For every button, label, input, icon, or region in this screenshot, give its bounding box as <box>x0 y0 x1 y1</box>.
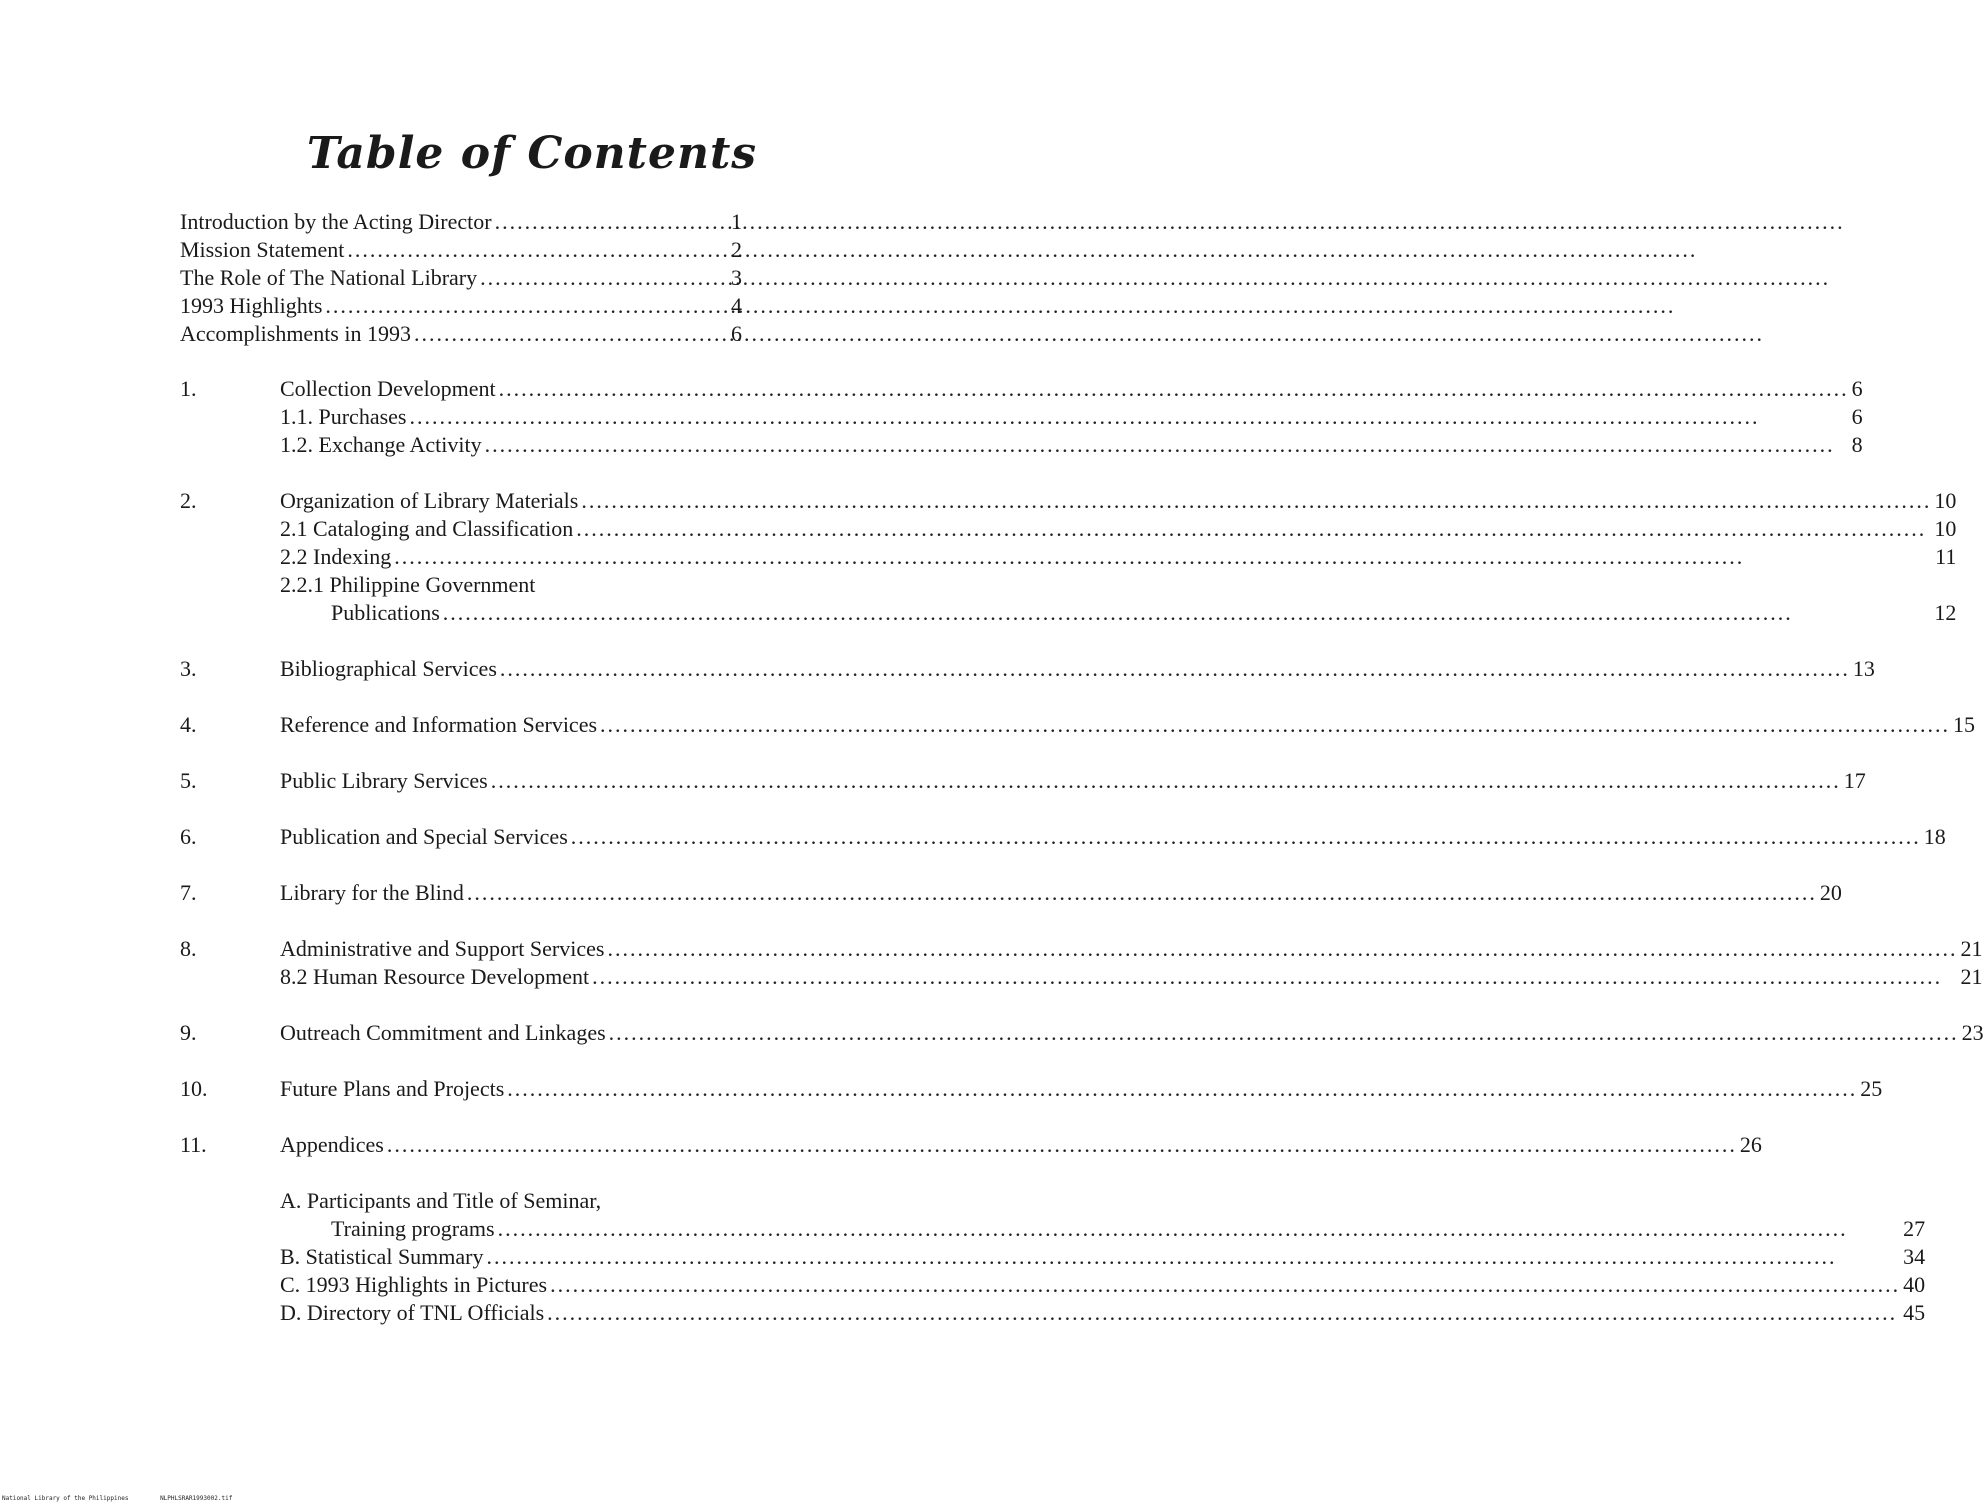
dot-leader <box>600 711 1950 739</box>
dot-leader <box>571 823 1921 851</box>
toc-section-3 <box>180 655 1875 683</box>
footer-filename: NLPHLSRAR1993002.tif <box>160 1495 233 1502</box>
toc-entry[interactable] <box>280 1131 1762 1159</box>
section-number: 4. <box>180 712 197 737</box>
toc-entry-label: Accomplishments in 1993 <box>180 321 411 346</box>
dot-leader <box>467 879 1817 907</box>
toc-entry-page: 6 <box>1851 376 1863 401</box>
toc-entry-page: 18 <box>1923 824 1946 849</box>
toc-entry-label: B. Statistical Summary <box>280 1244 484 1269</box>
toc-entry[interactable] <box>280 1271 1925 1299</box>
dot-leader <box>347 236 728 264</box>
table-of-contents <box>180 208 1984 1327</box>
section-number: 7. <box>180 880 197 905</box>
section-number: 9. <box>180 1020 197 1045</box>
toc-entry-page: 25 <box>1860 1076 1883 1101</box>
toc-entry-label: Appendices <box>280 1132 384 1157</box>
toc-entry[interactable] <box>280 599 1956 627</box>
toc-entry-page: 8 <box>1851 432 1863 457</box>
toc-entry-page: 17 <box>1843 768 1866 793</box>
toc-entry-label: 2.2 Indexing <box>280 544 392 569</box>
toc-entry-label: 2.1 Cataloging and Classification <box>280 516 574 541</box>
toc-entry-page: 15 <box>1953 712 1976 737</box>
toc-entry[interactable] <box>280 487 1956 515</box>
toc-entry[interactable] <box>280 1243 1925 1271</box>
toc-entry[interactable] <box>180 264 742 292</box>
toc-entry-label: C. 1993 Highlights in Pictures <box>280 1272 548 1297</box>
toc-entry[interactable] <box>180 236 742 264</box>
toc-entry-page: 34 <box>1903 1244 1926 1269</box>
toc-entry-page: 10 <box>1934 488 1957 513</box>
toc-entry-label: Future Plans and Projects <box>280 1076 505 1101</box>
toc-entry[interactable] <box>280 431 1863 459</box>
toc-entry[interactable] <box>280 655 1875 683</box>
toc-entry-label: Publications <box>331 600 440 625</box>
dot-leader <box>507 1075 1857 1103</box>
toc-entry[interactable] <box>280 879 1842 907</box>
toc-entry-label: 1.2. Exchange Activity <box>280 432 482 457</box>
toc-entry-label: Reference and Information Services <box>280 712 598 737</box>
toc-entry-label-line1: 2.2.1 Philippine Government <box>280 572 536 597</box>
toc-entry-label: Introduction by the Acting Director <box>180 209 492 234</box>
toc-entry[interactable] <box>280 935 1982 963</box>
toc-entry-page: 20 <box>1819 880 1842 905</box>
toc-section-6 <box>180 823 1946 851</box>
dot-leader <box>500 655 1850 683</box>
dot-leader <box>499 375 1849 403</box>
toc-entry-label: Library for the Blind <box>280 880 464 905</box>
toc-section-4 <box>180 711 1976 739</box>
dot-leader <box>581 487 1931 515</box>
toc-entry-page: 26 <box>1739 1132 1762 1157</box>
footer-source: National Library of the Philippines <box>2 1495 129 1502</box>
dot-leader <box>387 1131 1737 1159</box>
toc-section-10 <box>180 1075 1883 1103</box>
section-number: 8. <box>180 936 197 961</box>
dot-leader <box>491 767 1841 795</box>
toc-entry[interactable] <box>280 375 1863 403</box>
scan-footer <box>2 1495 260 1502</box>
section-number: 2. <box>180 488 197 513</box>
toc-entry-page: 2 <box>731 237 742 262</box>
toc-entry-label: Bibliographical Services <box>280 656 497 681</box>
dot-leader <box>550 1271 1900 1299</box>
toc-entry[interactable] <box>180 292 742 320</box>
toc-entry-label: Training programs <box>331 1216 495 1241</box>
toc-entry[interactable] <box>280 767 1866 795</box>
toc-entry-label: Administrative and Support Services <box>280 936 605 961</box>
dot-leader <box>487 1243 1901 1271</box>
dot-leader <box>607 935 1957 963</box>
toc-entry[interactable] <box>280 1299 1925 1327</box>
toc-entry-page: 27 <box>1903 1216 1926 1241</box>
toc-entry-label: D. Directory of TNL Officials <box>280 1300 545 1325</box>
toc-entry-page: 11 <box>1935 544 1957 569</box>
toc-entry-page: 10 <box>1934 516 1957 541</box>
toc-section-5 <box>180 767 1866 795</box>
toc-entry-page: 12 <box>1934 600 1957 625</box>
section-number: 10. <box>180 1076 208 1101</box>
section-number: 1. <box>180 376 197 401</box>
toc-entry-label: The Role of The National Library <box>180 265 478 290</box>
dot-leader <box>485 431 1849 459</box>
dot-leader <box>609 1019 1959 1047</box>
toc-section-2 <box>180 487 1957 627</box>
dot-leader <box>547 1299 1900 1327</box>
section-number: 3. <box>180 656 197 681</box>
dot-leader <box>409 403 1848 431</box>
toc-entry[interactable] <box>280 823 1946 851</box>
toc-entry-label: 1993 Highlights <box>180 293 323 318</box>
toc-entry-page: 13 <box>1852 656 1875 681</box>
page-title: Table of Contents <box>306 128 758 179</box>
toc-entry[interactable] <box>280 543 1956 571</box>
toc-section-11 <box>180 1131 1762 1159</box>
toc-entry[interactable] <box>180 208 742 236</box>
toc-entry-page: 21 <box>1960 964 1983 989</box>
toc-entry-page: 3 <box>731 265 742 290</box>
toc-entry-label-line1: A. Participants and Title of Seminar, <box>280 1188 602 1213</box>
toc-entry-label: Publication and Special Services <box>280 824 568 849</box>
dot-leader <box>394 543 1932 571</box>
dot-leader <box>443 599 1932 627</box>
toc-entry-page: 4 <box>731 293 742 318</box>
toc-section-8 <box>180 935 1983 991</box>
toc-entry-page: 1 <box>731 209 742 234</box>
toc-entry[interactable] <box>280 1019 1984 1047</box>
appendices-list <box>180 1187 1926 1327</box>
toc-entry[interactable] <box>280 403 1863 431</box>
toc-entry-page: 21 <box>1960 936 1983 961</box>
dot-leader <box>325 292 728 320</box>
dot-leader <box>498 1215 1900 1243</box>
section-number: 11. <box>180 1132 207 1157</box>
section-number: 5. <box>180 768 197 793</box>
toc-section-9 <box>180 1019 1984 1047</box>
toc-entry-label: 1.1. Purchases <box>280 404 407 429</box>
toc-section-7 <box>180 879 1842 907</box>
toc-entry-label: Outreach Commitment and Linkages <box>280 1020 606 1045</box>
toc-entry-label: 8.2 Human Resource Development <box>280 964 590 989</box>
dot-leader <box>480 264 728 292</box>
toc-entry-page: 45 <box>1903 1300 1926 1325</box>
toc-entry-page: 40 <box>1903 1272 1926 1297</box>
toc-entry[interactable] <box>280 1215 1925 1243</box>
toc-entry-label: Public Library Services <box>280 768 488 793</box>
toc-entry[interactable] <box>280 711 1975 739</box>
toc-entry-label: Mission Statement <box>180 237 345 262</box>
toc-entry-label: Collection Development <box>280 376 496 401</box>
section-number: 6. <box>180 824 197 849</box>
toc-entry-page: 6 <box>731 321 742 346</box>
toc-entry[interactable] <box>280 963 1982 991</box>
toc-entry-label: Organization of Library Materials <box>280 488 579 513</box>
intro-list <box>180 208 742 348</box>
toc-entry[interactable] <box>280 515 1956 543</box>
dot-leader <box>576 515 1931 543</box>
toc-entry-page: 6 <box>1851 404 1863 429</box>
dot-leader <box>592 963 1957 991</box>
toc-section-1 <box>180 375 1863 459</box>
toc-entry[interactable] <box>180 320 742 348</box>
toc-entry-page: 23 <box>1961 1020 1984 1045</box>
toc-entry[interactable] <box>280 1075 1882 1103</box>
dot-leader <box>414 320 728 348</box>
dot-leader <box>495 208 728 236</box>
